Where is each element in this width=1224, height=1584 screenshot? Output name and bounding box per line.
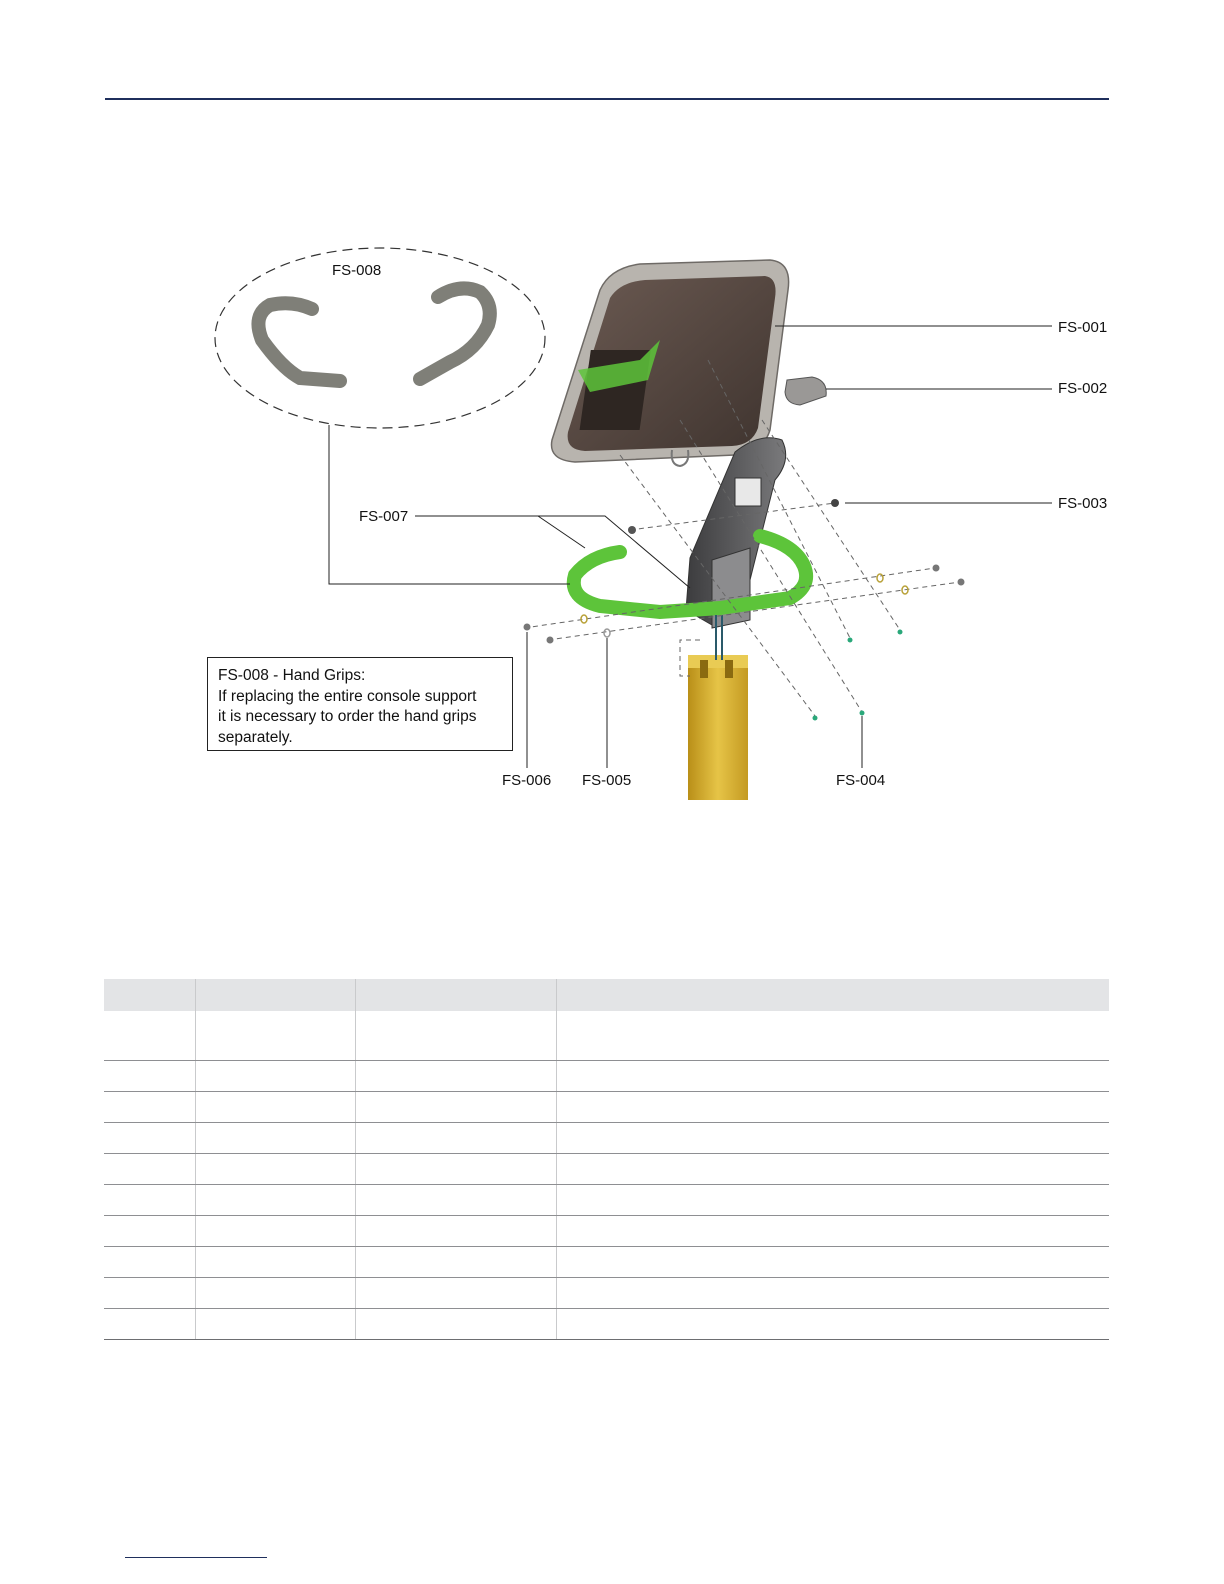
note-line: it is necessary to order the hand grips [218,708,477,725]
callout-fs-006: FS-006 [502,772,552,789]
footer-rule [125,1557,267,1558]
end-cap-part [785,377,826,405]
note-line: separately. [218,728,293,746]
table-row [104,1309,1109,1340]
table-cell [556,1278,1109,1309]
note-line: If replacing the entire console support [218,687,477,705]
table-cell [195,1061,355,1092]
table-cell [104,1123,195,1154]
table-cell [195,1092,355,1123]
note-title: FS-008 - Hand Grips: [218,667,366,684]
callout-fs-008: FS-008 [332,262,382,279]
table-cell [556,1154,1109,1185]
table-cell [104,1309,195,1340]
table-header-cell [355,979,556,1011]
table-cell [195,1309,355,1340]
table-cell [556,1247,1109,1278]
table-row [104,1247,1109,1278]
table-cell [195,1216,355,1247]
table-cell [355,1061,556,1092]
callout-fs-005: FS-005 [582,772,632,789]
table-cell [104,1216,195,1247]
table-row [104,1123,1109,1154]
table-cell [355,1011,556,1061]
console-part [551,260,788,466]
table-header-cell [195,979,355,1011]
table-cell [355,1092,556,1123]
table-cell [195,1278,355,1309]
table-cell [104,1247,195,1278]
callout-fs-001: FS-001 [1058,319,1108,336]
right-hand-grip [420,288,490,379]
table-row [104,1185,1109,1216]
table-cell [355,1185,556,1216]
table-cell [195,1185,355,1216]
table-row [104,1154,1109,1185]
table-cell [355,1216,556,1247]
callout-fs-007: FS-007 [359,508,409,525]
left-hand-grip [258,303,340,381]
table-cell [355,1278,556,1309]
table-cell [556,1092,1109,1123]
hand-grips-note [207,657,513,751]
table-cell [355,1247,556,1278]
parts-table [104,979,1109,1340]
table-cell [556,1309,1109,1340]
table-cell [104,1092,195,1123]
table-cell [556,1061,1109,1092]
table-cell [195,1011,355,1061]
table-header-cell [104,979,195,1011]
callout-fs-004: FS-004 [836,772,886,789]
table-row [104,1011,1109,1061]
table-cell [195,1154,355,1185]
table-header-row [104,979,1109,1011]
upright-post-part [688,615,748,800]
table-cell [104,1011,195,1061]
table-row [104,1092,1109,1123]
table-cell [355,1154,556,1185]
table-row [104,1216,1109,1247]
table-header-cell [556,979,1109,1011]
table-cell [195,1247,355,1278]
table-cell [556,1216,1109,1247]
table-cell [556,1123,1109,1154]
table-cell [104,1278,195,1309]
table-row [104,1061,1109,1092]
table-cell [556,1011,1109,1061]
callout-fs-002: FS-002 [1058,380,1108,397]
table-cell [355,1309,556,1340]
table-row [104,1278,1109,1309]
table-cell [104,1185,195,1216]
table-cell [556,1185,1109,1216]
table-cell [355,1123,556,1154]
table-cell [104,1154,195,1185]
callout-fs-003: FS-003 [1058,495,1108,512]
table-cell [104,1061,195,1092]
table-cell [195,1123,355,1154]
